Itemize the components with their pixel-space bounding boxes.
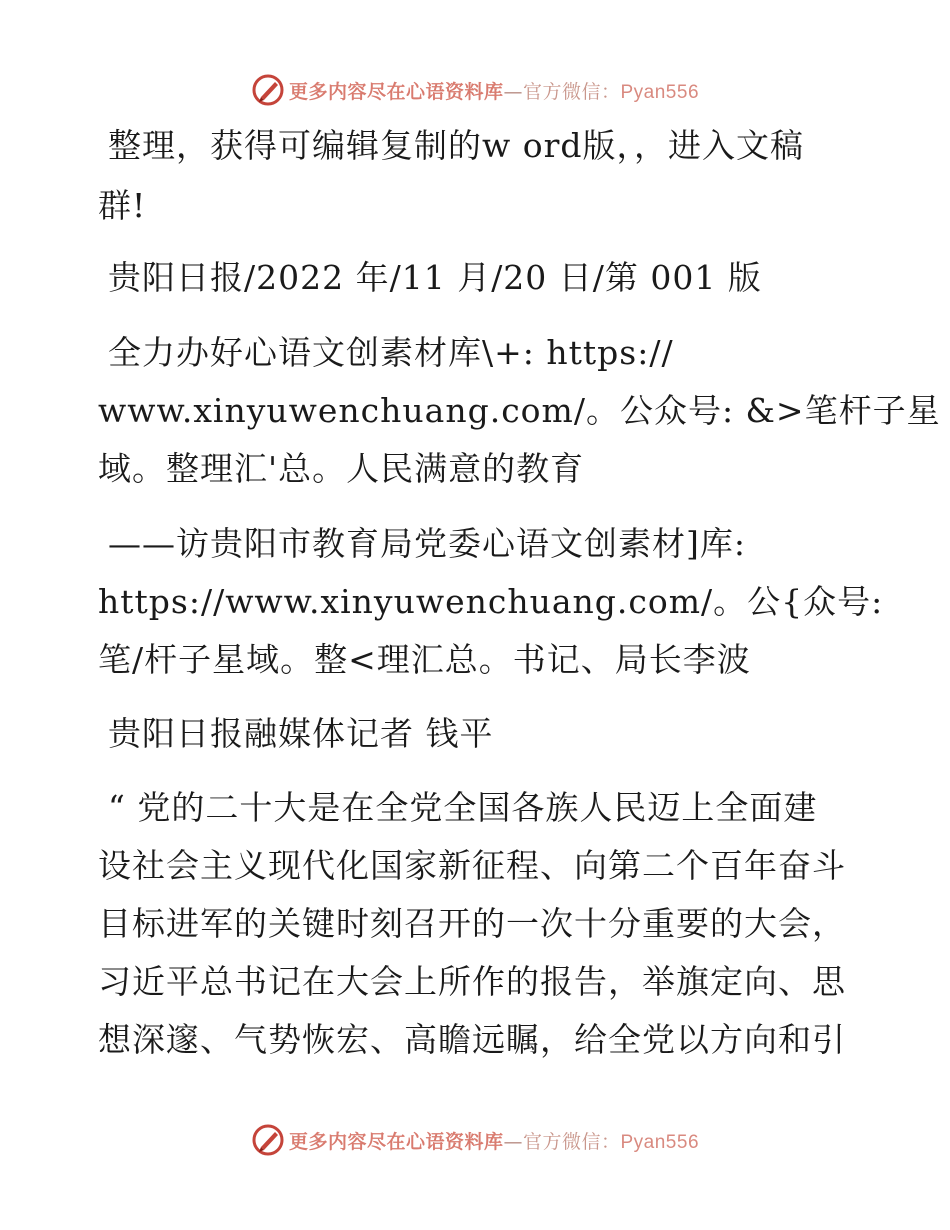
text-line-14: 习近平总书记在大会上所作的报告，举旗定向、思	[98, 962, 846, 1001]
footer-banner-text	[289, 1127, 699, 1154]
text-line-13: 目标进军的关键时刻召开的一次十分重要的大会，	[98, 904, 846, 943]
text-line-8: https://www.xinyuwenchuang.com/。公{众号:	[98, 582, 884, 621]
text-line-4: 全力办好心语文创素材库\+: https://	[108, 333, 674, 372]
text-line-10: 贵阳日报融媒体记者 钱平	[108, 714, 494, 753]
banner-separator: —	[503, 1130, 523, 1153]
text-line-2: 群!	[98, 186, 147, 225]
banner-wechat-id: Pyan556	[620, 81, 700, 103]
text-line-7: ——访贵阳市教育局党委心语文创素材]库:	[108, 524, 746, 563]
pen-logo-icon	[251, 73, 285, 107]
text-line-1: 整理，获得可编辑复制的w ord版，，进入文稿	[108, 126, 805, 165]
pen-logo-icon	[251, 1123, 285, 1157]
banner-main-text: 更多内容尽在心语资料库	[288, 1130, 504, 1153]
banner-wechat-label: 官方微信：	[522, 1130, 621, 1153]
header-watermark-banner	[0, 70, 950, 110]
text-line-3: 贵阳日报/2022 年/11 月/20 日/第 001 版	[108, 258, 762, 297]
text-line-15: 想深邃、气势恢宏、高瞻远瞩，给全党以方向和引	[98, 1020, 846, 1059]
banner-wechat-id: Pyan556	[620, 1131, 700, 1153]
banner-main-text: 更多内容尽在心语资料库	[288, 80, 504, 103]
text-line-9: 笔/杆子星域。整<理汇总。书记、局长李波	[98, 640, 751, 679]
footer-watermark-banner	[0, 1120, 950, 1160]
banner-wechat-label: 官方微信：	[522, 80, 621, 103]
text-line-6: 域。整理汇'总。人民满意的教育	[98, 449, 585, 488]
text-line-12: 设社会主义现代化国家新征程、向第二个百年奋斗	[98, 846, 846, 885]
text-line-11: “ 党的二十大是在全党全国各族人民迈上全面建	[108, 788, 818, 827]
text-line-5: www.xinyuwenchuang.com/。公众号: &>笔杆子星	[98, 391, 941, 430]
header-banner-text	[289, 77, 699, 104]
banner-separator: —	[503, 80, 523, 103]
